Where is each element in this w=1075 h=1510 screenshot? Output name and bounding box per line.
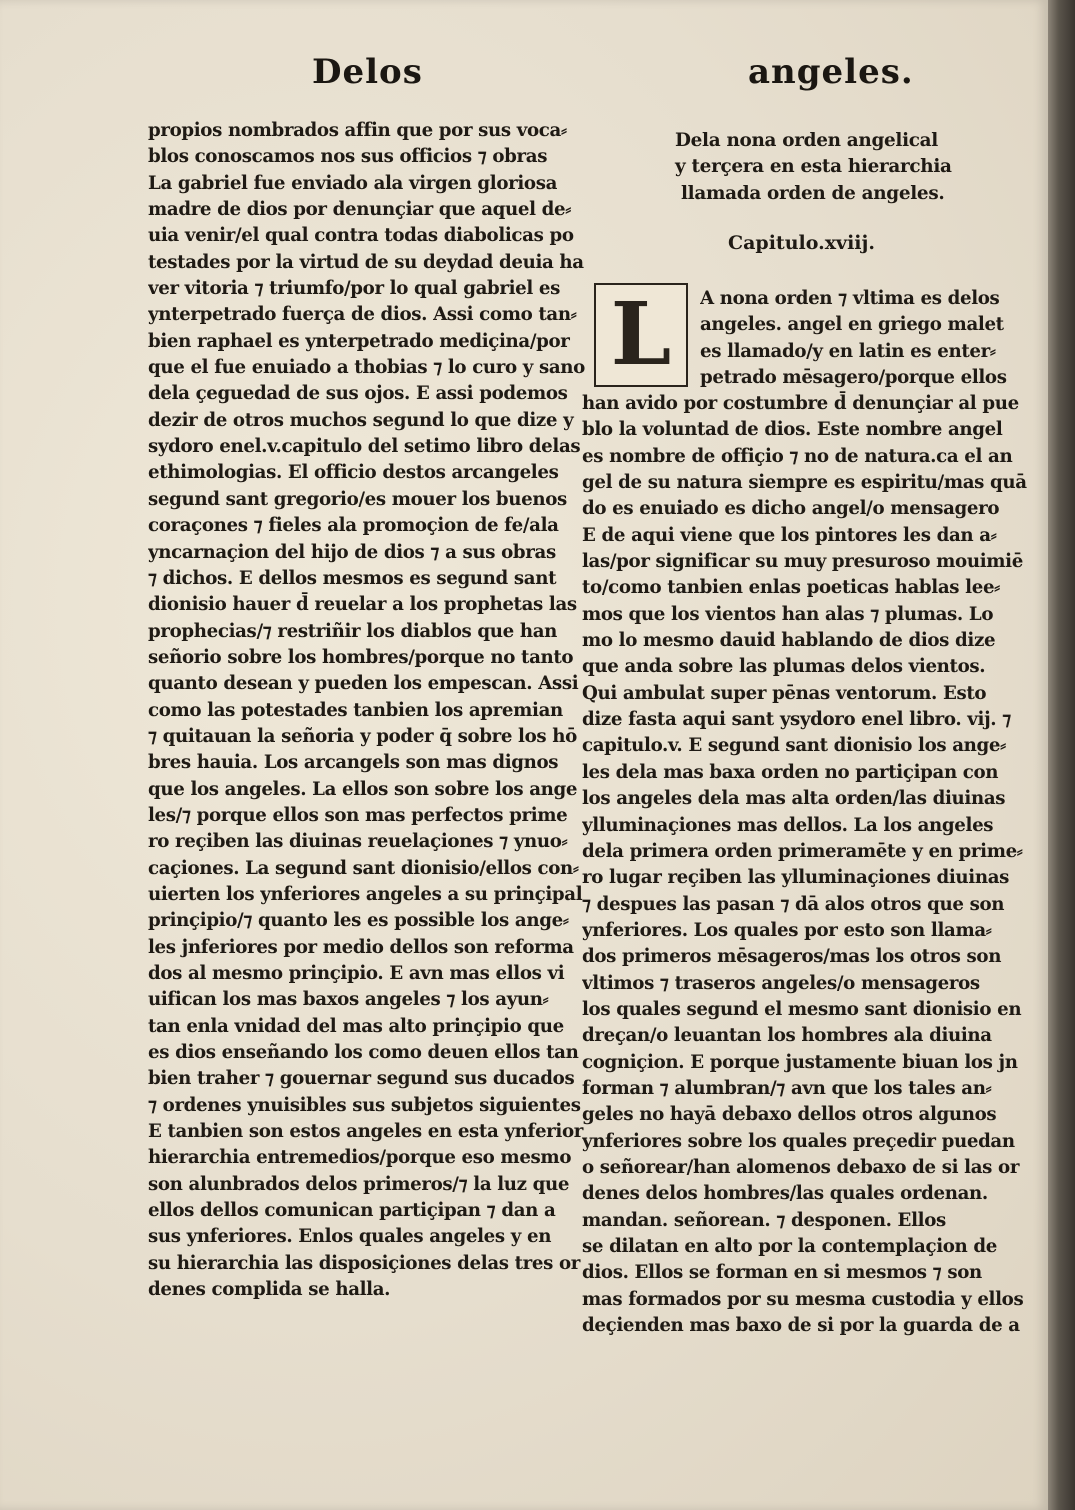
running-head-left: Delos <box>312 52 423 92</box>
text-line: mo lo mesmo dauid hablando de dios dize <box>582 630 996 652</box>
text-line: dela çeguedad de sus ojos. E assi podemos <box>148 383 568 405</box>
text-line: que los angeles. La ellos son sobre los ange <box>148 778 578 800</box>
text-line: o señorear/han alomenos debaxo de si las or <box>582 1156 1020 1178</box>
right-column-opening <box>700 286 1007 391</box>
text-line: uierten los ynferiores angeles a su prinçipal <box>148 883 583 905</box>
text-line: dela primera orden primeramēte y en prime⸗ <box>582 840 1023 862</box>
text-line: madre de dios por denunçiar que aquel de⸗ <box>148 199 571 221</box>
text-line: ⁊ quitauan la señoria y poder q̄ sobre los hō <box>148 725 577 747</box>
text-line: bres hauia. Los arcangels son mas dignos <box>148 752 559 774</box>
text-line: los quales segund el mesmo sant dionisio en <box>582 998 1022 1020</box>
text-line: ⁊ ordenes ynuisibles sus subjetos siguientes <box>148 1094 581 1116</box>
chapter-heading-line: llamada orden de angeles. <box>681 182 945 204</box>
text-line: tan enla vnidad del mas alto prinçipio que <box>148 1015 564 1037</box>
text-line: dos al mesmo prinçipio. E avn mas ellos vi <box>148 963 565 984</box>
running-head-right: angeles. <box>748 52 914 92</box>
text-line: es dios enseñando los como deuen ellos tan <box>148 1042 579 1064</box>
text-line: han avido por costumbre d̄ denunçiar al pue <box>582 393 1019 414</box>
text-line: dize fasta aqui sant ysydoro enel libro. vij. ⁊ <box>582 709 1011 731</box>
text-line: sydoro enel.v.capitulo del setimo libro delas <box>148 436 581 458</box>
text-line: dos primeros mēsageros/mas los otros son <box>582 946 1002 968</box>
text-line: capitulo.v. E segund sant dionisio los ange⸗ <box>582 735 1006 757</box>
text-line: ynferiores. Los quales por esto son llama⸗ <box>582 919 992 941</box>
text-line: ynterpetrado fuerça de dios. Assi como tan⸗ <box>148 304 577 326</box>
text-line: ⁊ dichos. E dellos mesmos es segund sant <box>148 567 557 589</box>
text-line: bien traher ⁊ gouernar segund sus ducados <box>148 1068 575 1090</box>
text-line: E de aqui viene que los pintores les dan a⸗ <box>582 524 997 546</box>
text-line: ⁊ despues las pasan ⁊ dā alos otros que son <box>582 893 1005 915</box>
text-line: ellos dellos comunican partiçipan ⁊ dan a <box>148 1200 556 1222</box>
text-line: mandan. señorean. ⁊ desponen. Ellos <box>582 1209 946 1231</box>
text-line: su hierarchia las disposiçiones delas tres or <box>148 1252 581 1274</box>
text-line: vltimos ⁊ traseros angeles/o mensageros <box>582 972 980 994</box>
chapter-heading <box>675 128 952 207</box>
text-line: caçiones. La segund sant dionisio/ellos con⸗ <box>148 857 579 879</box>
text-line: prinçipio/⁊ quanto les es possible los ange⸗ <box>148 910 569 932</box>
text-line: petrado mēsagero/porque ellos <box>700 367 1007 389</box>
text-line: sus ynferiores. Enlos quales angeles y en <box>148 1226 552 1248</box>
text-line: deçienden mas baxo de si por la guarda de a <box>582 1315 1020 1337</box>
text-line: son alunbrados delos primeros/⁊ la luz que <box>148 1173 570 1195</box>
text-line: gel de su natura siempre es espiritu/mas quā <box>582 472 1027 494</box>
text-line: blos conoscamos nos sus officios ⁊ obras <box>148 146 548 168</box>
text-line: quanto desean y pueden los empescan. Assi <box>148 673 579 695</box>
text-line: ynferiores sobre los quales preçedir puedan <box>582 1130 1015 1152</box>
text-line: señorio sobre los hombres/porque no tanto <box>148 646 574 668</box>
text-line: dios. Ellos se forman en si mesmos ⁊ son <box>582 1262 982 1284</box>
text-line: geles no hayā debaxo dellos otros algunos <box>582 1104 997 1126</box>
text-line: ethimologias. El officio destos arcangeles <box>148 462 559 484</box>
initial-letter: L <box>610 284 672 385</box>
text-line: dreçan/o leuantan los hombres ala diuina <box>582 1025 992 1047</box>
text-line: A nona orden ⁊ vltima es delos <box>700 288 1000 309</box>
text-line: ylluminaçiones mas dellos. La los angeles <box>582 814 994 836</box>
text-line: se dilatan en alto por la contemplaçion de <box>582 1236 997 1257</box>
text-line: ro reçiben las diuinas reuelaçiones ⁊ ynuo⸗ <box>148 831 568 853</box>
text-line: es llamado/y en latin es enter⸗ <box>700 340 996 362</box>
text-line: dezir de otros muchos segund lo que dize y <box>148 409 574 431</box>
text-line: uia venir/el qual contra todas diabolicas po <box>148 225 574 247</box>
text-line: mas formados por su mesma custodia y ellos <box>582 1288 1024 1310</box>
text-line: E tanbien son estos angeles en esta ynferior <box>148 1121 583 1143</box>
text-line: testades por la virtud de su deydad deuia ha <box>148 251 584 273</box>
text-line: Qui ambulat super pēnas ventorum. Esto <box>582 682 987 704</box>
text-line: denes delos hombres/las quales ordenan. <box>582 1183 988 1205</box>
text-line: uifican los mas baxos angeles ⁊ los ayun⸗ <box>148 989 549 1011</box>
chapter-number: Capitulo.xviij. <box>728 232 875 254</box>
text-line: los angeles dela mas alta orden/las diuinas <box>582 788 1006 810</box>
text-line: bien raphael es ynterpetrado mediçina/por <box>148 330 570 352</box>
text-line: mos que los vientos han alas ⁊ plumas. Lo <box>582 603 994 625</box>
text-line: ver vitoria ⁊ triumfo/por lo qual gabriel es <box>148 278 561 300</box>
left-column <box>148 118 585 1303</box>
text-line: les jnferiores por medio dellos son reforma <box>148 936 574 958</box>
text-line: que anda sobre las plumas delos vientos. <box>582 656 986 678</box>
text-line: dionisio hauer d̄ reuelar a los prophetas las <box>148 594 577 616</box>
decorated-initial <box>594 283 688 387</box>
text-line: cogniçion. E porque justamente biuan los jn <box>582 1051 1018 1073</box>
right-column <box>582 391 1027 1339</box>
text-line: les dela mas baxa orden no partiçipan con <box>582 761 999 783</box>
text-line: do es enuiado es dicho angel/o mensagero <box>582 498 1000 520</box>
text-line: prophecias/⁊ restriñir los diablos que han <box>148 620 558 642</box>
page-edge <box>1048 0 1075 1510</box>
text-line: denes complida se halla. <box>148 1279 391 1301</box>
text-line: las/por significar su muy presuroso mouimiē <box>582 551 1023 573</box>
text-line: les/⁊ porque ellos son mas perfectos prime <box>148 804 568 826</box>
chapter-heading-line: y terçera en esta hierarchia <box>675 156 952 178</box>
text-line: como las potestades tanbien los apremian <box>148 699 563 721</box>
text-line: blo la voluntad de dios. Este nombre angel <box>582 419 1003 441</box>
text-line: segund sant gregorio/es mouer los buenos <box>148 488 567 510</box>
text-line: propios nombrados affin que por sus voca⸗ <box>148 120 567 141</box>
text-line: hierarchia entremedios/porque eso mesmo <box>148 1147 572 1169</box>
text-line: coraçones ⁊ fieles ala promoçion de fe/ala <box>148 515 559 537</box>
chapter-heading-line: Dela nona orden angelical <box>675 130 938 151</box>
text-line: angeles. angel en griego malet <box>700 314 1004 336</box>
text-line: forman ⁊ alumbran/⁊ avn que los tales an⸗ <box>582 1077 992 1099</box>
text-line: La gabriel fue enviado ala virgen gloriosa <box>148 172 558 194</box>
text-line: ro lugar reçiben las ylluminaçiones diuinas <box>582 867 1010 889</box>
text-line: es nombre de offiçio ⁊ no de natura.ca el an <box>582 445 1013 467</box>
text-line: que el fue enuiado a thobias ⁊ lo curo y sano <box>148 357 585 379</box>
text-line: yncarnaçion del hijo de dios ⁊ a sus obras <box>148 541 556 563</box>
text-line: to/como tanbien enlas poeticas hablas lee⸗ <box>582 577 1000 599</box>
